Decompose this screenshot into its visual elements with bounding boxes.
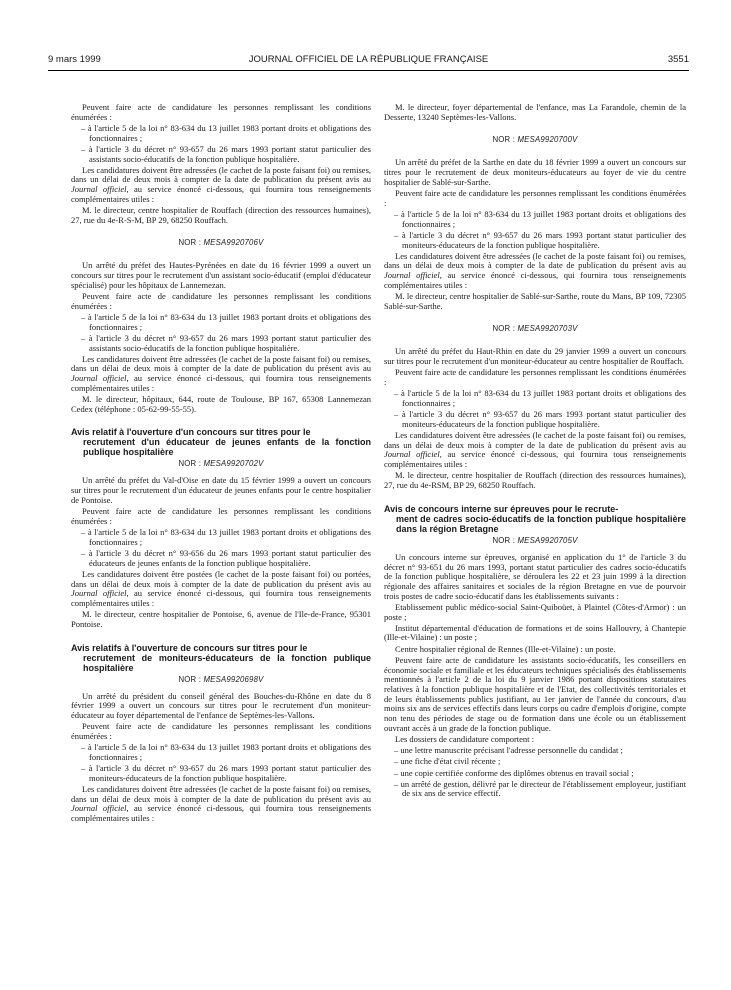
section-heading: Avis de concours interne sur épreuves pour le recrute- ment de cadres socio-éducatifs de la fonction publique hospitalière dans la région Bretagne xyxy=(384,503,686,534)
paragraph: Peuvent faire acte de candidature les personnes remplissant les conditions énumérées : xyxy=(384,367,686,388)
paragraph: Les candidatures doivent être adressées (le cachet de la poste faisant foi) ou remises, dans un délai de deux mois à compter de la date de publication du présent avis au Journal officiel, au service énoncé ci-dessous, qui fournira tous renseignements complémentaires utiles : xyxy=(384,250,686,290)
notice-educateur-jeunes-enfants xyxy=(71,427,371,629)
paragraph: Peuvent faire acte de candidature les personnes remplissant les conditions énumérées : xyxy=(71,102,371,122)
notice-lannemezan xyxy=(71,238,371,414)
nor-reference: NOR : MESA9920700V xyxy=(492,135,578,145)
nor-reference: NOR : MESA9920703V xyxy=(492,324,578,334)
paragraph: Institut départemental d'éducation de formations et de soins Hallouvry, à Chantepie (Ille-et-Vilaine) : un poste ; xyxy=(384,622,686,643)
header-title: JOURNAL OFFICIEL DE LA RÉPUBLIQUE FRANÇAISE xyxy=(248,54,489,65)
notice-septemes-tail xyxy=(384,103,686,122)
notice-rouffach-assistant-tail xyxy=(71,103,371,225)
paragraph: Un arrêté du préfet des Hautes-Pyrénées en date du 16 février 1999 a ouvert un concours sur titres pour le recrutement d'un assistant socio-éducatif (emploi d'éducateur spécialisé) pour les hôpitaux de Lannemezan. xyxy=(71,260,371,290)
list-item: – à l'article 5 de la loi n° 83-634 du 13 juillet 1983 portant droits et obligations des fonctionnaires ; xyxy=(81,527,371,547)
paragraph: Peuvent faire acte de candidature les personnes remplissant les conditions énumérées : xyxy=(71,506,371,526)
nor-reference: NOR : MESA9920706V xyxy=(178,238,264,248)
list-item: – une lettre manuscrite précisant l'adresse personnelle du candidat ; xyxy=(394,745,623,756)
paragraph: Les candidatures doivent être adressées (le cachet de la poste faisant foi) ou remises, dans un délai de deux mois à compter de la date de publication du présent avis au Journal officiel, au service énoncé ci-dessous, qui fournira tous renseignements complémentaires utiles : xyxy=(71,353,371,393)
notice-rouffach-moniteur xyxy=(384,324,686,490)
paragraph: Peuvent faire acte de candidature les personnes remplissant les conditions énumérées : xyxy=(384,188,686,208)
list-item: – à l'article 3 du décret n° 93-657 du 26 mars 1993 portant statut particulier des assistants socio-éducatifs de la fonction publique hospitalière. xyxy=(81,332,371,353)
notice-sable-sur-sarthe xyxy=(384,135,686,311)
list-item: – à l'article 5 de la loi n° 83-634 du 13 juillet 1983 portant droits et obligations des fonctionnaires ; xyxy=(394,208,686,229)
page-header xyxy=(48,54,689,68)
nor-reference: NOR : MESA9920702V xyxy=(178,459,264,469)
paragraph: Les dossiers de candidature comportent : xyxy=(395,733,535,744)
paragraph: Un arrêté du préfet du Haut-Rhin en date du 29 janvier 1999 a ouvert un concours sur titres pour le recrutement d'un moniteur-éducateur au centre hospitalier de Rouffach. xyxy=(384,346,686,367)
list-item: – à l'article 3 du décret n° 93-656 du 26 mars 1993 portant statut particulier des éducateurs de jeunes enfants de la fonction publique hospitalière. xyxy=(81,547,371,568)
paragraph: M. le directeur, hôpitaux, 644, route de Toulouse, BP 167, 65308 Lannemezan Cedex (téléphone : 05-62-99-55-55). xyxy=(71,394,371,414)
paragraph: Peuvent faire acte de candidature les personnes remplissant les conditions énumérées : xyxy=(71,721,371,741)
paragraph: M. le directeur, foyer départemental de l'enfance, mas La Farandole, chemin de la Desserte, 13240 Septèmes-les-Vallons. xyxy=(384,102,686,122)
paragraph: Peuvent faire acte de candidature les assistants socio-éducatifs, les conseillers en économie sociale et familiale et les éducateurs techniques spécialisés des établissements mentionnés à l'article 2 de la loi du 9 janvier 1986 portant dispositions statutaires relatives à la fonction publique hospitalière et de l'Etat, des collectivités territoriales et de leurs établissements publics justifiant, au 1er janvier de l'année du concours, d'au moins six ans de services effectifs dans leurs corps ou cadre d'emplois d'origine, compte non tenu des périodes de stage ou de formation dans une école ou un établissement ouvrant accès à un grade de la fonction publique. xyxy=(384,654,686,733)
notice-cadres-bretagne xyxy=(384,504,686,799)
paragraph: Les candidatures doivent être adressées (le cachet de la poste faisant foi) ou remises, dans un délai de deux mois à compter de la date de publication du présent avis au Journal officiel, au service énoncé ci-dessous, qui fournira tous renseignements complémentaires utiles : xyxy=(71,164,371,204)
list-item: – un arrêté de gestion, délivré par le directeur de l'établissement employeur, justifiant de six ans de service effectif. xyxy=(394,778,686,799)
section-heading: Avis relatifs à l'ouverture de concours sur titres pour le recrutement de moniteurs-éducateurs de la fonction publique hospitalière xyxy=(71,642,371,673)
paragraph: M. le directeur, centre hospitalier de Sablé-sur-Sarthe, route du Mans, BP 109, 72305 Sablé-sur-Sarthe. xyxy=(384,291,686,311)
nor-reference: NOR : MESA9920698V xyxy=(178,674,264,684)
list-item: – à l'article 3 du décret n° 93-657 du 26 mars 1993 portant statut particulier des moniteurs-éducateurs de la fonction publique hospitalière. xyxy=(394,409,686,429)
header-page-number: 3551 xyxy=(667,54,689,65)
paragraph: Un arrêté du préfet du Val-d'Oise en date du 15 février 1999 a ouvert un concours sur titres pour le recrutement d'un éducateur de jeunes enfants pour le centre hospitalier de Pontoise. xyxy=(71,475,371,505)
header-date: 9 mars 1999 xyxy=(48,54,101,65)
paragraph: Les candidatures doivent être adressées (le cachet de la poste faisant foi) ou remises, dans un délai de deux mois à compter de la date de publication du présent avis au Journal officiel, au service énoncé ci-dessous, qui fournira tous renseignements complémentaires utiles : xyxy=(384,430,686,470)
notice-moniteurs-educateurs xyxy=(71,643,371,824)
list-item: – à l'article 5 de la loi n° 83-634 du 13 juillet 1983 portant droits et obligations des fonctionnaires ; xyxy=(81,311,371,332)
list-item: – à l'article 3 du décret n° 93-657 du 26 mars 1993 portant statut particulier des moniteurs-éducateurs de la fonction publique hospitalière. xyxy=(394,229,686,250)
paragraph: Centre hospitalier régional de Rennes (Ille-et-Vilaine) : un poste. xyxy=(395,643,616,654)
paragraph: M. le directeur, centre hospitalier de Rouffach (direction des ressources humaines), 27, rue du 4e-R-S-M, BP 29, 68250 Rouffach. xyxy=(71,205,371,225)
list-item: – une fiche d'état civil récente ; xyxy=(394,756,501,767)
list-item: – à l'article 5 de la loi n° 83-634 du 13 juillet 1983 portant droits et obligations des fonctionnaires ; xyxy=(81,742,371,762)
list-item: – à l'article 3 du décret n° 93-657 du 26 mars 1993 portant statut particulier des moniteurs-éducateurs de la fonction publique hospitalière. xyxy=(81,762,371,783)
paragraph: M. le directeur, centre hospitalier de Rouffach (direction des ressources humaines), 27, rue du 4e-RSM, BP 29, 68250 Rouffach. xyxy=(384,470,686,491)
list-item: – une copie certifiée conforme des diplômes obtenus en travail social ; xyxy=(394,767,634,778)
paragraph: Peuvent faire acte de candidature les personnes remplissant les conditions énumérées : xyxy=(71,291,371,311)
paragraph: Un arrêté du préfet de la Sarthe en date du 18 février 1999 a ouvert un concours sur titres pour le recrutement de deux moniteurs-éducateurs au foyer de vie du centre hospitalier de Sablé-sur-Sarthe. xyxy=(384,157,686,187)
paragraph: Les candidatures doivent être postées (le cachet de la poste faisant foi) ou portées, dans un délai de deux mois à compter de la date de publication du présent avis au Journal officiel, au service énoncé ci-dessous, qui fournira tous renseignements complémentaires utiles : xyxy=(71,568,371,608)
paragraph: Un concours interne sur épreuves, organisé en application du 1° de l'article 3 du décret n° 93-651 du 26 mars 1993, portant statut particulier des cadres socio-éducatifs de la fonction publique hospitalière, se déroulera les 22 et 23 juin 1999 à la direction régionale des affaires sanitaires et sociales de la région Bretagne en vue de pourvoir trois postes de cadre socio-éducatif dans les établissements suivants : xyxy=(384,551,686,601)
list-item: – à l'article 5 de la loi n° 83-634 du 13 juillet 1983 portant droits et obligations des fonctionnaires ; xyxy=(394,388,686,408)
paragraph: Etablissement public médico-social Saint-Quiboüet, à Plaintel (Côtes-d'Armor) : un poste ; xyxy=(384,601,686,622)
nor-reference: NOR : MESA9920705V xyxy=(492,535,578,545)
section-heading: Avis relatif à l'ouverture d'un concours sur titres pour le recrutement d'un éducateur de jeunes enfants de la fonction publique hospitalière xyxy=(71,427,371,458)
left-column xyxy=(71,103,371,825)
paragraph: Les candidatures doivent être adressées (le cachet de la poste faisant foi) ou remises, dans un délai de deux mois à compter de la date de publication du présent avis au Journal officiel, au service énoncé ci-dessous, qui fournira tous renseignements complémentaires utiles : xyxy=(71,783,371,823)
header-rule xyxy=(48,70,689,71)
right-column xyxy=(384,103,686,801)
paragraph: M. le directeur, centre hospitalier de Pontoise, 6, avenue de l'Ile-de-France, 95301 Pontoise. xyxy=(71,609,371,629)
list-item: – à l'article 3 du décret n° 93-657 du 26 mars 1993 portant statut particulier des assistants socio-éducatifs de la fonction publique hospitalière. xyxy=(81,143,371,164)
list-item: – à l'article 5 de la loi n° 83-634 du 13 juillet 1983 portant droits et obligations des fonctionnaires ; xyxy=(81,122,371,143)
paragraph: Un arrêté du président du conseil général des Bouches-du-Rhône en date du 8 février 1999 a ouvert un concours sur titres pour le recrutement d'un moniteur-éducateur au foyer départemental de l'enfance de Septèmes-les-Vallons. xyxy=(71,690,371,720)
